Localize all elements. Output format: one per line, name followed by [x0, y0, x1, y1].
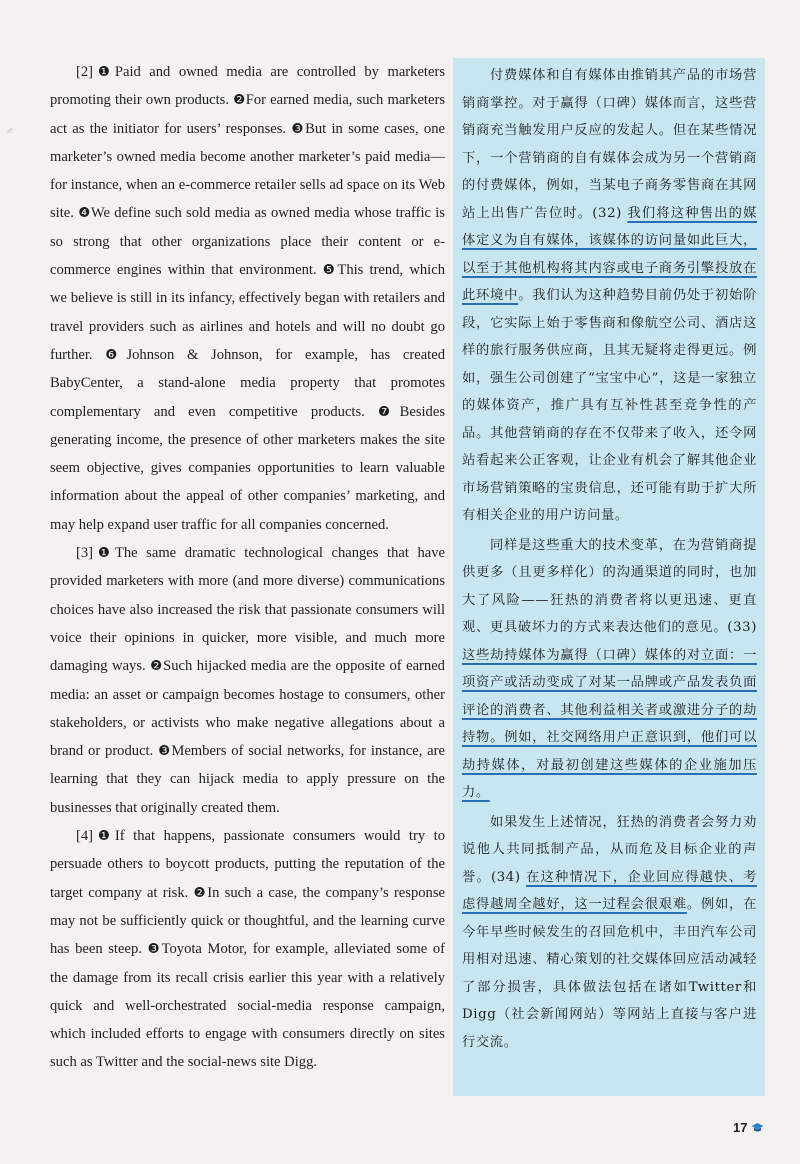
- english-column: [50, 58, 445, 1077]
- translation-text: 同样是这些重大的技术变革，在为营销商提供更多（且更多样化）的沟通渠道的同时，也加大了风险——狂热的消费者将以更迅速、更直观、更具破坏力的方式来表达他们的意见。(33): [462, 537, 757, 635]
- sentence: For earned media, such marketers act as the initiator for users’ responses.: [50, 92, 445, 137]
- underlined-translation-32: 我们将这种售出的媒体定义为自有媒体，该媒体的访问量如此巨大，以至于其他机构将其内容或电子商务引擎投放在此环境中: [462, 205, 758, 303]
- sentence-number: ❶: [93, 828, 115, 845]
- sentence-number: ❷: [150, 658, 164, 675]
- sentence: This trend, which we believe is still in its infancy, effectively began with retailers and travel providers such as airlines and hotels and will no doubt go further.: [50, 262, 445, 363]
- sentence: Johnson & Johnson, for example, has created BabyCenter, a stand-alone media property that promotes complementary and even competitive products.: [50, 346, 446, 420]
- underlined-translation-33: 这些劫持媒体为赢得（口碑）媒体的对立面：一项资产或活动变成了对某一品牌或产品发表负面评论的消费者、其他利益相关者或激进分子的劫持物。例如，社交网络用户正意识到，他们可以劫持媒体，对最初创建这些媒体的企业施加压力。: [462, 647, 757, 800]
- paragraph-label: [3]: [76, 545, 94, 562]
- sentence-number: ❸: [158, 743, 172, 760]
- margin-mark: ♂: [6, 126, 14, 137]
- sentence-number: ❹: [78, 205, 91, 222]
- paragraph-2: [50, 58, 445, 539]
- sentence: In such a case, the company’s response may not be sufficiently quick or thoughtful, and the learning curve has been steep.: [50, 884, 446, 958]
- paragraph-3: [50, 539, 445, 822]
- chinese-translation-column: [453, 58, 765, 1096]
- sentence: The same dramatic technological changes that have provided marketers with more (and more diverse) communications choices have also increased the risk that passionate consumers will voice their opinions in quicker, more visible, and much more damaging ways.: [50, 545, 445, 675]
- paragraph-label: [2]: [76, 64, 94, 80]
- graduation-cap-icon: [751, 1122, 764, 1134]
- sentence-number: ❺: [322, 262, 338, 279]
- translation-paragraph-2: [462, 532, 757, 807]
- sentence: If that happens, passionate consumers would try to persuade others to boycott products, putting the reputation of the target company at risk.: [50, 828, 445, 901]
- translation-text: 付费媒体和自有媒体由推销其产品的市场营销商掌控。对于赢得（口碑）媒体而言，这些营销商充当触发用户反应的发起人。但在某些情况下，一个营销商的自有媒体会成为另一个营销商的付费媒体，例如，当某电子商务零售商在其网站上出售广告位时。(32): [462, 68, 757, 221]
- paragraph-label: [4]: [76, 828, 94, 845]
- translation-text: 。我们认为这种趋势目前仍处于初始阶段，它实际上始于零售商和像航空公司、酒店这样的旅行服务供应商，且其无疑将走得更远。例如，强生公司创建了“宝宝中心”，这是一家独立的媒体资产，推广具有互补性甚至竞争性的产品。其他营销商的存在不仅带来了收入，还令网站看起来公正客观，让企业有机会了解其他企业市场营销策略的宝贵信息，还可能有助于扩大所有相关企业的用户访问量。: [462, 288, 757, 523]
- sentence: We define such sold media as owned media whose traffic is so strong that other organizations place their content or e-commerce engines within that environment.: [50, 205, 445, 279]
- sentence: Besides generating income, the presence of other marketers makes the site seem objective, gives companies opportunities to learn valuable information about the appeal of other companies’ marketing, and may help expand user traffic for all companies concerned.: [50, 403, 446, 533]
- translation-paragraph-1: [462, 62, 757, 530]
- sentence-number: ❷: [233, 92, 246, 109]
- translation-text: 。例如，在今年早些时候发生的召回危机中，丰田汽车公司用相对迅速、精心策划的社交媒体回应活动减轻了部分损害，具体做法包括在诸如Twitter和Digg（社会新闻网站）等网站上直接与客户进行交流。: [462, 897, 757, 1050]
- sentence-number: ❼: [377, 403, 400, 420]
- sentence-number: ❷: [193, 884, 208, 901]
- sentence: Paid and owned media are controlled by marketers promoting their own products.: [50, 64, 446, 109]
- sentence: Members of social networks, for instance, are learning that they can hijack media to apply pressure on the businesses that originally created them.: [50, 743, 445, 816]
- sentence-number: ❶: [93, 545, 115, 562]
- sentence-number: ❸: [291, 120, 306, 137]
- translation-paragraph-3: [462, 809, 757, 1057]
- sentence: Such hijacked media are the opposite of earned media: an asset or campaign becomes hostage to consumers, other stakeholders, or activists who make negative allegations about a brand or product.: [50, 658, 445, 760]
- sentence: But in some cases, one marketer’s owned media become another marketer’s paid media—for instance, when an e-commerce retailer sells ad space on its Web site.: [50, 120, 445, 222]
- underlined-translation-34: 在这种情况下，企业回应得越快、考虑得越周全越好，这一过程会很艰难: [462, 869, 757, 912]
- sentence: Toyota Motor, for example, alleviated some of the damage from its recall crisis earlier this year with a relatively quick and well-orchestrated social-media response campaign, which included efforts to engage with consumers directly on sites such as Twitter and the social-news site Digg.: [50, 941, 445, 1071]
- paragraph-4: [50, 822, 445, 1077]
- sentence-number: ❻: [105, 346, 127, 363]
- sentence-number: ❸: [147, 941, 162, 958]
- page-number: 17: [733, 1120, 748, 1135]
- sentence-number: ❶: [93, 64, 115, 80]
- translation-text: 如果发生上述情况，狂热的消费者会努力劝说他人共同抵制产品，从而危及目标企业的声誉。(34): [462, 814, 757, 885]
